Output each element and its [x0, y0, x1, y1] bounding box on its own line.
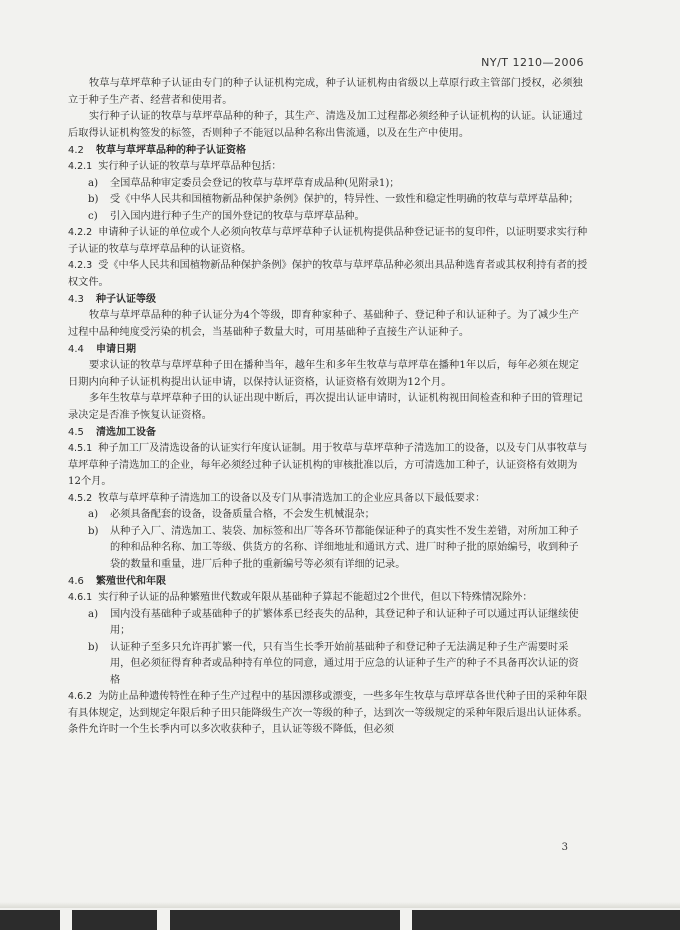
paragraph: 牧草与草坪草种子认证由专门的种子认证机构完成，种子认证机构由省级以上草原行政主管部门授权，必须独立于种子生产者、经营者和使用者。	[68, 78, 583, 106]
list-item: b) 认证种子至多只允许再扩繁一代，只有当生长季开始前基础种子和登记种子无法满足种子生产需要时采用，但必须征得育种者或品种持有单位的同意，通过用于应急的认证种子生产的种子不具备再次认证的资格	[88, 641, 579, 686]
binding-bar	[170, 910, 400, 930]
list-item: a) 全国草品种审定委员会登记的牧草与草坪草育成品种(见附录1)；	[88, 177, 400, 189]
binding-bar	[0, 910, 60, 930]
clause-4-5-1: 4.5.1 种子加工厂及清选设备的认证实行年度认证制。用于牧草与草坪草种子清选加工的设备，以及专门从事牧草与草坪草种子清选加工的企业，每年必须经过种子认证机构的审核批准以后，方可清选加工种子，认证资格有效期为12个月。	[68, 443, 588, 487]
section-heading-4-6: 4.6 繁殖世代和年限	[68, 576, 166, 587]
list-item: a) 必须具备配套的设备，设备质量合格，不会发生机械混杂；	[88, 509, 375, 520]
paragraph: 实行种子认证的牧草与草坪草品种的种子，其生产、清选及加工过程都必须经种子认证机构的认证。认证通过后取得认证机构签发的标签，否则种子不能冠以品种名称出售流通，以及在生产中使用。	[68, 111, 583, 139]
binding-bar	[412, 910, 680, 930]
paragraph: 要求认证的牧草与草坪草种子田在播种当年，越年生和多年生牧草与草坪草在播种1年以后，每年必须在规定日期内向种子认证机构提出认证申请，以保持认证资格，认证资格有效期为12个月。	[68, 360, 580, 388]
list-item: b) 受《中华人民共和国植物新品种保护条例》保护的，特异性、一致性和稳定性明确的牧草与草坪草品种；	[88, 194, 579, 205]
section-heading-4-5: 4.5 清选加工设备	[68, 427, 156, 438]
paragraph: 牧草与草坪草品种的种子认证分为4个等级，即育种家种子、基础种子、登记种子和认证种子。为了减少生产过程中品种纯度受污染的机会，当基础种子数量大时，可用基础种子直接生产认证种子。	[68, 310, 580, 338]
clause-4-2-1: 4.2.1 实行种子认证的牧草与草坪草品种包括：	[68, 161, 282, 172]
page-number: 3	[561, 842, 568, 853]
list-item: a) 国内没有基础种子或基础种子的扩繁体系已经丧失的品种，其登记种子和认证种子可以通过再认证继续使用；	[88, 608, 579, 636]
document-body	[68, 76, 588, 739]
list-item: c) 引入国内进行种子生产的国外登记的牧草与草坪草品种。	[88, 210, 365, 222]
binding-bar	[72, 910, 157, 930]
list-item: b) 从种子入厂、清选加工、装袋、加标签和出厂等各环节都能保证种子的真实性不发生差错，对所加工种子的种和品种名称、加工等级、供货方的名称、详细地址和通讯方式、进厂时种子批的原始编号，收到种子袋的数量和重量，进厂后种子批的重新编号等必须有详细的记录。	[88, 525, 579, 570]
clause-4-6-2: 4.6.2 为防止品种遗传特性在种子生产过程中的基因漂移或漂变，一些多年生牧草与草坪草各世代种子田的采种年限有具体规定，达到规定年限后种子田只能降级生产次一等级的种子，达到次一等级规定的采种年限后退出认证体系。条件允许时一个生长季内可以多次收获种子，且认证等级不降低，但必须	[68, 691, 588, 735]
clause-4-2-2: 4.2.2 申请种子认证的单位或个人必须向牧草与草坪草种子认证机构提供品种登记证书的复印件，以证明要求实行种子认证的牧草与草坪草品种的认证资格。	[68, 227, 588, 255]
paragraph: 多年生牧草与草坪草种子田的认证出现中断后，再次提出认证申请时，认证机构视田间检查和种子田的管理记录决定是否准予恢复认证资格。	[68, 393, 583, 421]
clause-4-6-1: 4.6.1 实行种子认证的品种繁殖世代数或年限从基础种子算起不能超过2个世代，但以下特殊情况除外：	[68, 592, 533, 603]
clause-4-5-2: 4.5.2 牧草与草坪草种子清选加工的设备以及专门从事清选加工的企业应具备以下最低要求：	[68, 492, 486, 504]
section-heading-4-4: 4.4 申请日期	[68, 344, 136, 355]
clause-4-2-3: 4.2.3 受《中华人民共和国植物新品种保护条例》保护的牧草与草坪草品种必须出具品种选育者或其权利持有者的授权文件。	[68, 260, 588, 288]
section-heading-4-3: 4.3 种子认证等级	[68, 294, 156, 305]
standard-number: NY/T 1210—2006	[481, 56, 584, 69]
section-heading-4-2: 4.2 牧草与草坪草品种的种子认证资格	[68, 145, 246, 156]
binding-edge	[0, 908, 680, 930]
